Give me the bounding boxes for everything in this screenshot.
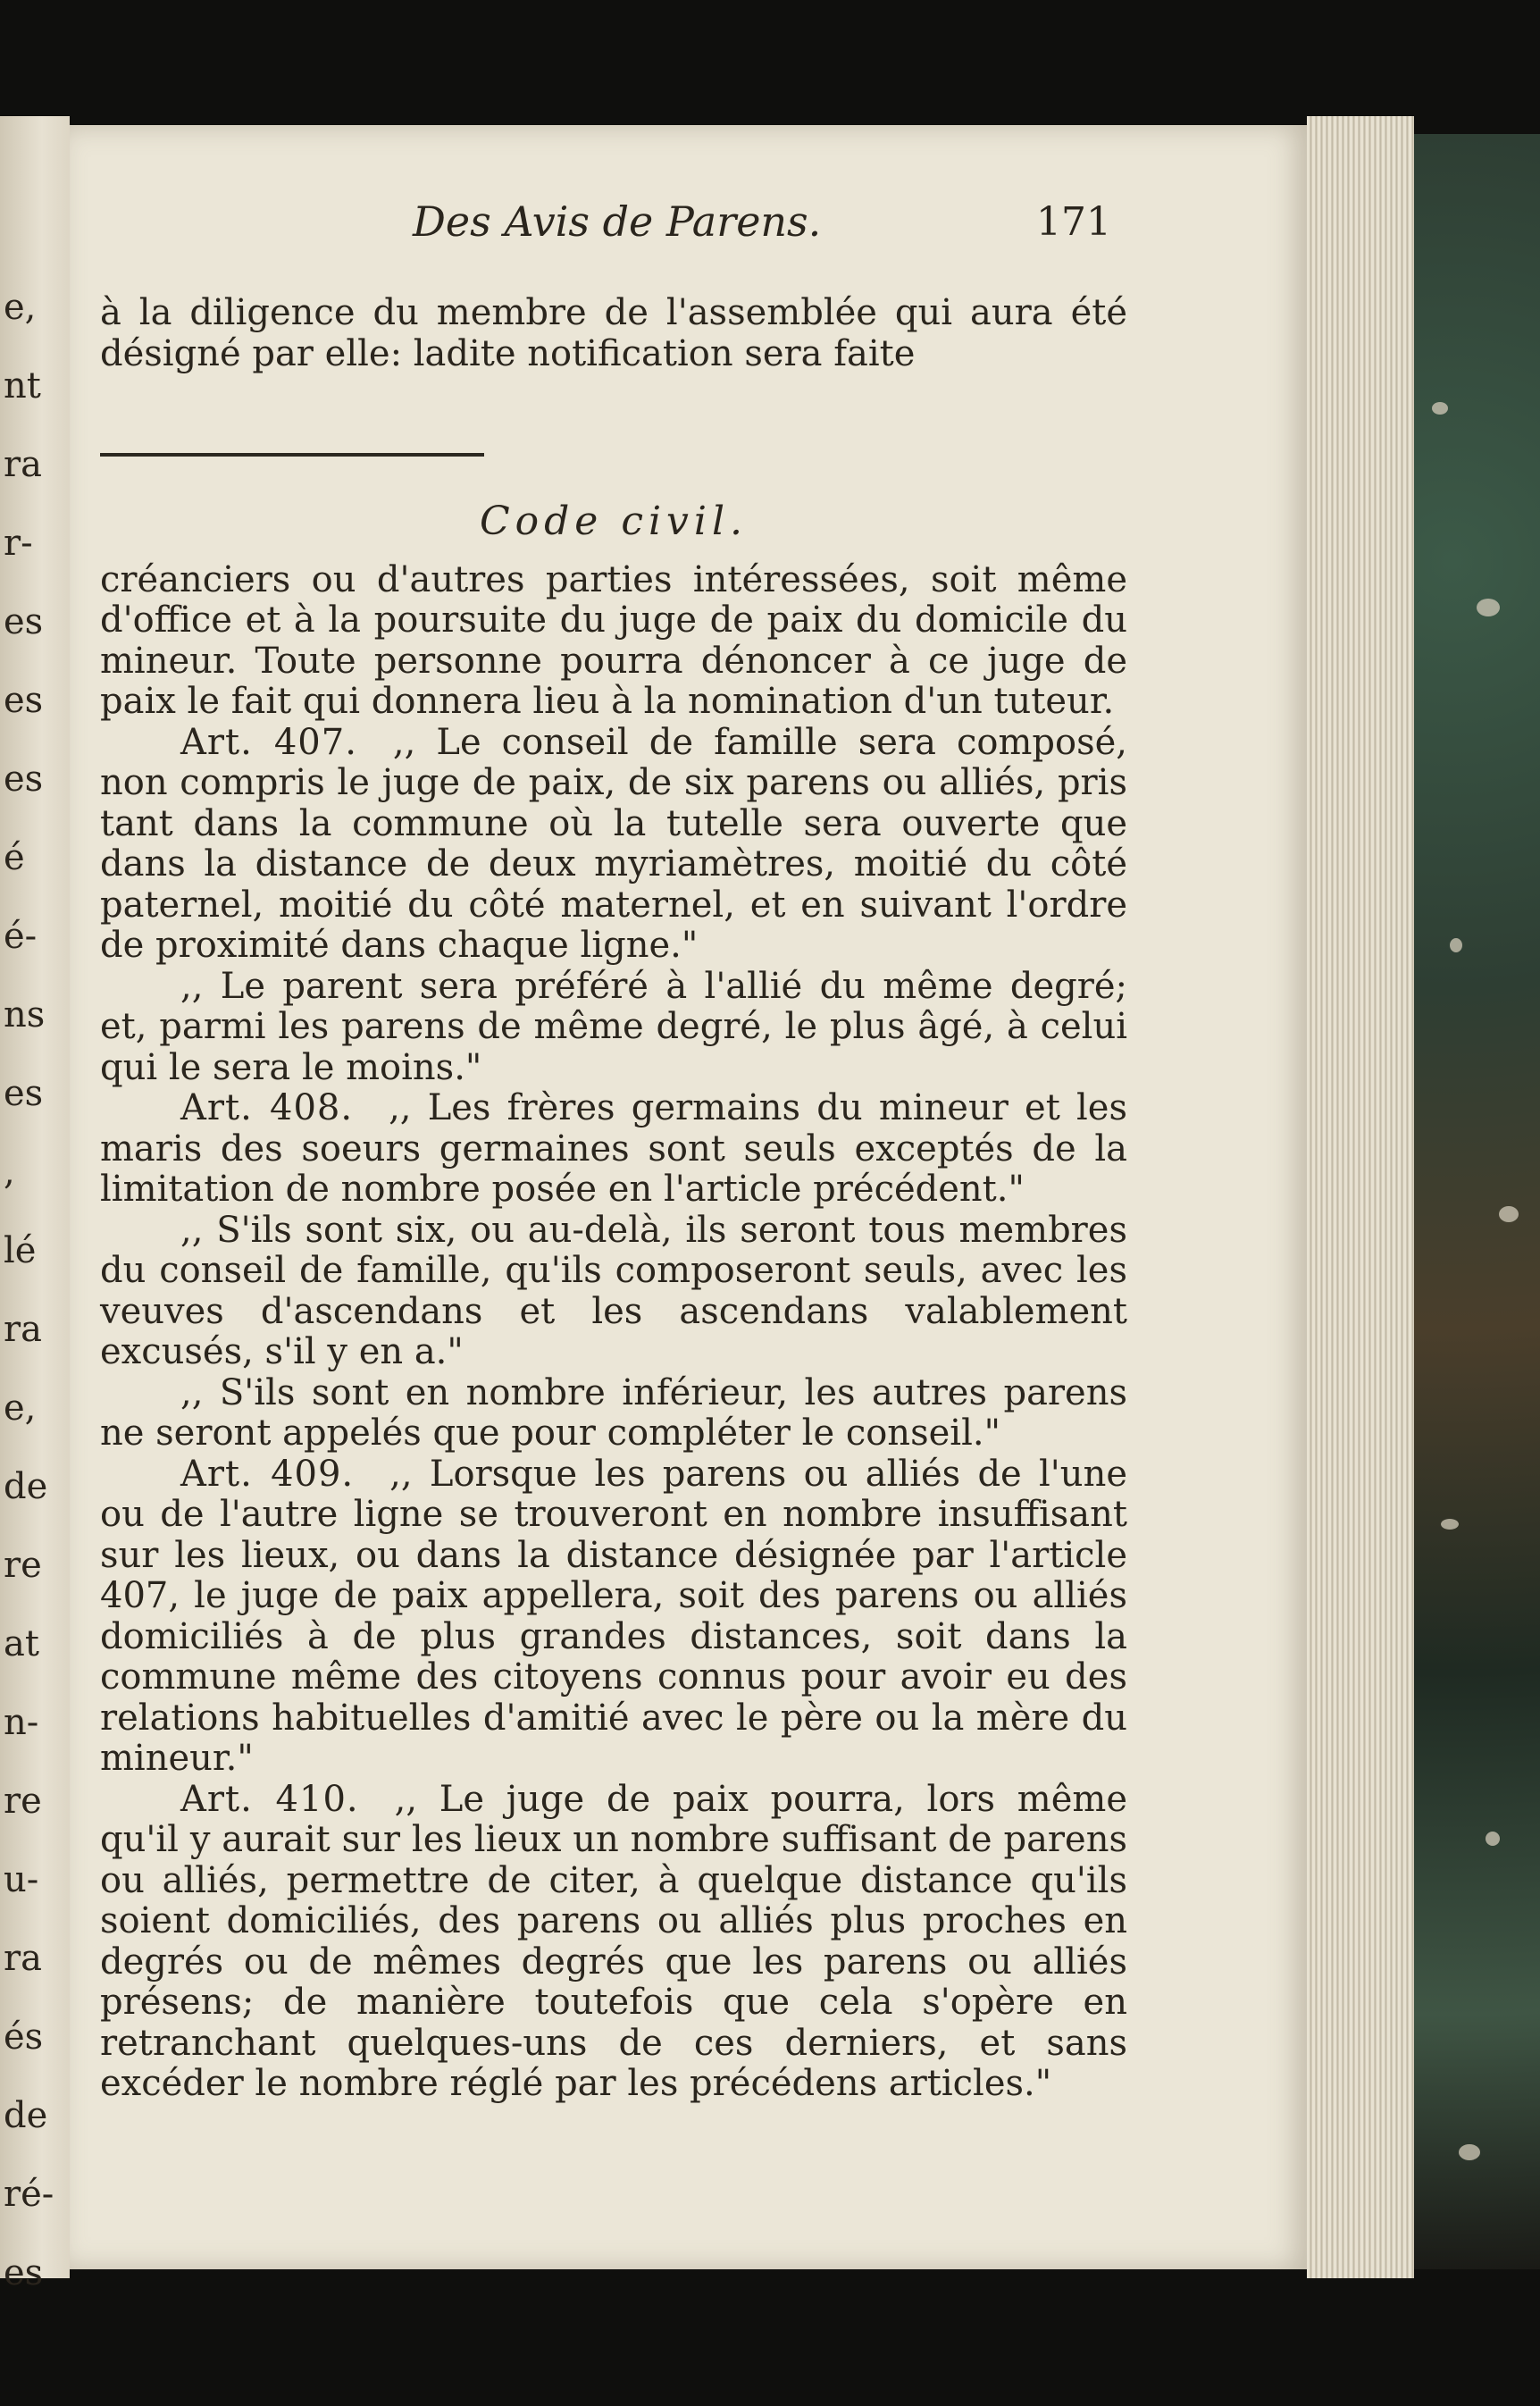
paragraph [100,967,1127,1089]
paragraph-text: ,, Les frères germains du mineur et les maris des soeurs germaines sont seuls exceptés de la limitation de nombre posée en l'article précédent." [100,1087,1127,1210]
facing-page-fragment: es [4,2252,44,2293]
paragraph [100,1088,1127,1211]
facing-page-edge [0,116,70,2293]
page-content [100,195,1127,2105]
page-edges [1307,116,1414,2278]
running-title: Des Avis de Parens. [413,197,822,246]
facing-page-fragment: u- [4,1859,39,1900]
facing-page-fragment: nt [4,365,41,407]
facing-page-fragment: é- [4,916,38,957]
facing-page-fragment: ra [4,1938,42,1979]
facing-page-fragment: é [4,837,25,878]
facing-page-fragment: ré- [4,2174,54,2215]
facing-page-fragment: ra [4,1309,42,1350]
facing-page-fragment: re [4,1545,42,1586]
page-number: 171 [1036,199,1111,245]
facing-page-fragment: de [4,1466,48,1507]
facing-page-fragment: , [4,1152,15,1193]
paragraph [100,723,1127,967]
facing-page-fragment: n- [4,1702,39,1743]
facing-page-fragment: es [4,601,44,642]
paragraph-text: ,, Le conseil de famille sera composé, non compris le juge de paix, de six parens ou alliés, pris tant dans la commune où la tutelle sera ouverte que dans la distance de deux myriamètres, moitié du côté paternel, moitié du côté maternel, et en suivant l'ordre de proximité dans chaque ligne." [100,721,1128,966]
article-number: Art. 409. [180,1453,355,1495]
facing-page-fragment: és [4,2016,44,2058]
paragraph-text: créanciers ou d'autres parties intéressées, soit même d'office et à la poursuite du juge de paix du domicile du mineur. Toute personne pourra dénoncer à ce juge de paix le fait qui donnera lieu à la nomination d'un tuteur. [100,558,1127,722]
paragraph-text: ,, Le parent sera préféré à l'allié du même degré; et, parmi les parens de même degré, le plus âgé, à celui qui le sera le moins." [100,965,1127,1088]
paragraph [100,1211,1127,1373]
facing-page-fragment: lé [4,1230,37,1271]
article-number: Art. 407. [180,721,357,763]
facing-page-fragment: e, [4,287,37,328]
facing-page-fragment: r- [4,523,33,564]
section-title: Code civil. [479,499,749,544]
paragraph [100,1454,1127,1780]
facing-page-fragment: ns [4,994,46,1035]
paragraph [100,1373,1127,1454]
facing-page-fragment: at [4,1623,39,1664]
facing-page-fragment: es [4,1073,44,1114]
running-header [100,195,1127,266]
marbled-cover [1414,134,1540,2269]
facing-page-fragment: e, [4,1387,37,1429]
article-number: Art. 408. [180,1087,354,1128]
paragraph-text: ,, S'ils sont six, ou au-delà, ils seront tous membres du conseil de famille, qu'ils composeront seuls, avec les veuves d'ascendans et les ascendans valablement excusés, s'il y en a." [100,1209,1127,1372]
facing-page-fragment: ra [4,444,42,485]
facing-page-fragment: es [4,759,44,800]
opening-paragraph: à la diligence du membre de l'assemblée qui aura été désigné par elle: ladite notification sera faite [100,292,1127,374]
facing-page-fragment: re [4,1781,42,1822]
facing-page-fragment: es [4,680,44,721]
paragraph-text: ,, Lorsque les parens ou alliés de l'une ou de l'autre ligne se trouveront en nombre insuffisant sur les lieux, ou dans la distance désignée par l'article 407, le juge de paix appellera, soit des parens ou alliés domiciliés à de plus grandes distances, soit dans la commune même des citoyens connus pour avoir eu des relations habituelles d'amitié avec le père ou la mère du mineur." [100,1453,1127,1779]
paragraph-list [100,560,1127,2105]
paragraph-text: ,, S'ils sont en nombre inférieur, les autres parens ne seront appelés que pour compléter le conseil." [100,1371,1127,1454]
paragraph [100,560,1127,723]
article-number: Art. 410. [180,1778,359,1820]
paragraph-text: ,, Le juge de paix pourra, lors même qu'il y aurait sur les lieux un nombre suffisant de parens ou alliés, permettre de citer, à quelque distance qu'ils soient domiciliés, des parens ou alliés plus proches en degrés ou de mêmes degrés que les parens ou alliés présens; de manière toutefois que cela s'opère en retranchant quelques-uns de ces derniers, et sans excéder le nombre réglé par les précédens articles." [100,1778,1127,2104]
facing-page-fragment: de [4,2095,48,2136]
paragraph [100,1780,1127,2105]
section-rule [100,453,484,457]
